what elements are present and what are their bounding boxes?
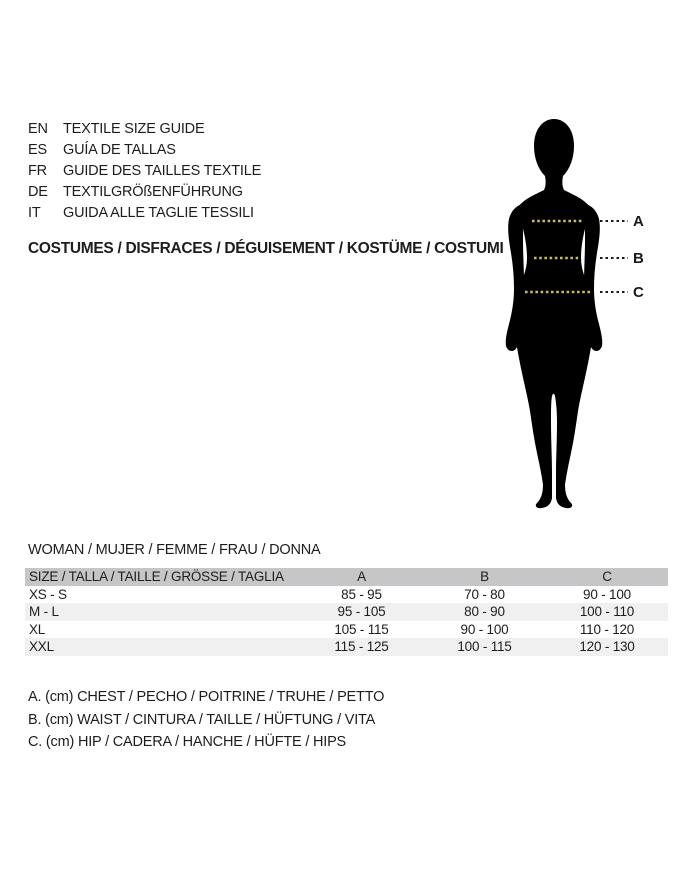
- table-row: [25, 621, 668, 639]
- woman-silhouette-figure: [490, 112, 650, 512]
- lang-row-en: [28, 118, 261, 139]
- lang-code: EN: [28, 120, 48, 137]
- table-row: [25, 638, 668, 656]
- chest-cell: 115 - 125: [334, 639, 389, 655]
- lang-code: FR: [28, 162, 47, 179]
- table-row: [25, 586, 668, 604]
- chest-cell: 85 - 95: [341, 586, 382, 602]
- size-cell: XXL: [29, 639, 54, 655]
- lang-code: ES: [28, 141, 47, 158]
- col-header-c: C: [602, 569, 612, 585]
- lang-label: GUIDE DES TAILLES TEXTILE: [63, 162, 262, 179]
- note-chest: A. (cm) CHEST / PECHO / POITRINE / TRUHE / PETTO: [28, 689, 385, 706]
- silhouette-body: [513, 119, 595, 508]
- size-cell: M - L: [29, 604, 59, 620]
- category-title: COSTUMES / DISFRACES / DÉGUISEMENT / KOSTÜME / COSTUMI: [28, 240, 504, 257]
- section-title-woman: WOMAN / MUJER / FEMME / FRAU / DONNA: [28, 542, 321, 558]
- lang-label: TEXTILE SIZE GUIDE: [63, 120, 205, 137]
- hip-cell: 110 - 120: [579, 621, 635, 637]
- size-table-header-row: [25, 568, 668, 586]
- lang-code: DE: [28, 183, 48, 200]
- chest-cell: 95 - 105: [337, 604, 386, 620]
- hip-cell: 100 - 110: [579, 604, 635, 620]
- lang-row-it: [28, 202, 261, 223]
- lang-label: GUÍA DE TALLAS: [63, 141, 176, 158]
- measure-label-a: A: [633, 213, 644, 230]
- lang-code: IT: [28, 204, 41, 221]
- lang-label: GUIDA ALLE TAGLIE TESSILI: [63, 204, 254, 221]
- waist-cell: 100 - 115: [457, 639, 512, 655]
- size-cell: XL: [29, 621, 46, 637]
- chest-cell: 105 - 115: [334, 621, 389, 637]
- col-header-a: A: [357, 569, 366, 585]
- language-list: [28, 118, 261, 223]
- measure-label-b: B: [633, 250, 644, 267]
- measurement-notes: [28, 686, 384, 754]
- waist-cell: 80 - 90: [464, 604, 505, 620]
- note-hip: C. (cm) HIP / CADERA / HANCHE / HÜFTE / HIPS: [28, 734, 347, 751]
- waist-cell: 90 - 100: [460, 621, 509, 637]
- woman-silhouette: [506, 119, 603, 508]
- waist-cell: 70 - 80: [464, 586, 505, 602]
- lang-row-de: [28, 181, 261, 202]
- note-waist: B. (cm) WAIST / CINTURA / TAILLE / HÜFTUNG / VITA: [28, 711, 376, 728]
- col-header-b: B: [480, 569, 489, 585]
- measure-label-c: C: [633, 284, 644, 301]
- hip-cell: 120 - 130: [579, 639, 635, 655]
- size-table: [25, 568, 668, 656]
- hip-cell: 90 - 100: [583, 586, 631, 602]
- lang-row-fr: [28, 160, 261, 181]
- table-row: [25, 603, 668, 621]
- col-header-size: SIZE / TALLA / TAILLE / GRÖSSE / TAGLIA: [29, 569, 284, 585]
- lang-label: TEXTILGRÖßENFÜHRUNG: [63, 183, 243, 200]
- size-cell: XS - S: [29, 586, 67, 602]
- lang-row-es: [28, 139, 261, 160]
